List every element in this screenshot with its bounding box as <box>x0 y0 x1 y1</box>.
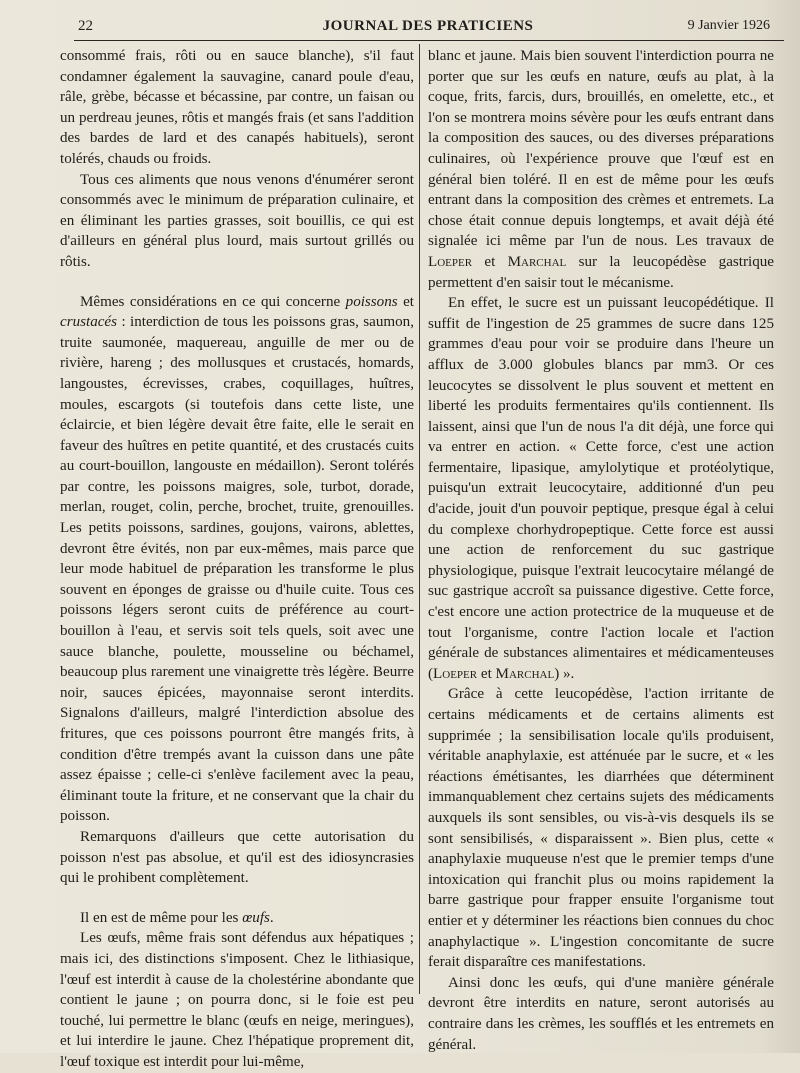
paragraph: Les œufs, même frais sont défendus aux hépatiques ; mais ici, des distinctions s'imposent. Chez le lithiasique, l'œuf est interdit à cause de la cholestérine abondante que contient le jaune ; on pourra donc, si le foie est peu touché, lui permettre le blanc (œufs en neige, meringues), et lui interdire le jaune. Chez l'hépatique proprement dit, l'œuf toxique est interdit pour lui-même, <box>60 930 414 1070</box>
header-rule <box>74 40 784 41</box>
author-name: Loeper <box>433 665 478 682</box>
paragraph: Remarquons d'ailleurs que cette autorisation du poisson n'est pas absolue, et qu'il est des idiosyncrasies qui le prohibent complètement. <box>60 828 414 887</box>
right-column <box>428 46 774 1055</box>
paragraph: En effet, le sucre est un puissant leucopédétique. Il suffit de l'ingestion de 25 grammes de sucre dans 125 grammes d'eau pour voir se produire dans l'heure un afflux de 3.000 globules blancs par mm3. Or ces leucocytes se dissolvent le plus souvent et mettent en liberté les produits fermentaires qu'ils contiennent. Ils laissent, ainsi que l'un de nous l'a dit déjà, une force qui va entrer en action. « Cette force, c'est une action fermentaire, lipasique, amylolytique et protéolytique, puisqu'un extrait leucocytaire, additionné d'un peu d'acide, jouit d'un pouvoir peptique, presque égal à celui du complexe chorhydropeptique. Cette force est aussi une action de renforcement du suc gastrique physiologique, puisque l'extrait leucocytaire mélangé de suc gastrique accroît sa puissance digestive. Cette force, c'est encore une action protectrice de la muqueuse et de tout l'organisme, contre l'action locale et l'action générale de substances alimentaires et médicamenteuses (Loeper et Marchal) ». <box>428 295 774 682</box>
paragraph: consommé frais, rôti ou en sauce blanche), s'il faut condamner également la sauvagine, canard poule d'eau, râle, grèbe, bécasse et bécassine, par contre, un faisan ou un perdreau jeunes, rôtis et mangés frais (et sans l'addition des bardes de lard et des canapés habituels), seront tolérés, chauds ou froids. <box>60 48 414 167</box>
issue-date: 9 Janvier 1926 <box>687 18 770 33</box>
page-number: 22 <box>78 18 93 34</box>
italic-term: poissons <box>345 293 398 310</box>
paragraph: Ainsi donc les œufs, qui d'une manière générale devront être interdits en nature, seront autorisés au contraire dans les crèmes, les soufflés et les entremets en général. <box>428 974 774 1053</box>
journal-title: JOURNAL DES PRATICIENS <box>322 18 534 34</box>
paragraph-eggs-intro: Il en est de même pour les œufs. <box>80 909 274 926</box>
author-name: Marchal <box>507 253 567 270</box>
left-column <box>60 46 414 1073</box>
paragraph: blanc et jaune. Mais bien souvent l'interdiction pourra ne porter que sur les œufs en nature, œufs au plat, à la coque, frits, farcis, durs, brouillés, en omelette, etc., et l'on se montrera moins sévère pour les œufs entrant dans la composition des sauces, ou des diverses préparations culinaires, où l'expérience prouve que l'œuf est en général bien toléré. Il en est de même pour les œufs entrant dans la composition des crèmes et entremets. La chose était connue depuis longtemps, et avait déjà été signalée ici même par l'un de nous. Les travaux de Loeper et Marchal sur la leucopédèse gastrique permettent d'en saisir tout le mécanisme. <box>428 48 774 291</box>
paragraph: Grâce à cette leucopédèse, l'action irritante de certains médicaments et de certains aliments est supprimée ; la sensibilisation locale qu'ils produisent, véritable anaphylaxie, est atténuée par le sucre, et « les réactions émétisantes, les diarrhées que déterminent immanquablement chez certains sujets des médicaments auxquels ils sont sensibles, ou vis-à-vis desquels ils se sont sensibilisés, « disparaissent ». Bien plus, cette « anaphylaxie muqueuse n'est que le premier temps d'une intoxication qui franchit plus ou moins rapidement la barre gastrique pour frapper ensuite l'organisme tout entier et y déterminer les réactions bien connues du choc anaphylactique ». L'ingestion concomitante de sucre ferait disparaître ces manifestations. <box>428 686 774 971</box>
italic-term: œufs <box>242 909 270 926</box>
column-divider <box>419 44 420 994</box>
paragraph-fish: Mêmes considérations en ce qui concerne poissons et crustacés : interdiction de tous les poissons gras, saumon, truite saumonée, maquereau, anguille de mer ou de rivière, hareng ; des mollusques et crustacés, homards, langoustes, écrevisses, crabes, coquillages, huîtres, moules, escargots (si toutefois dans cette liste, une éclaircie, et bien légère devait être faite, elle le serait en faveur des huîtres en petite quantité, et des crustacés cuits au court-bouillon, langouste en médaillon). Seront tolérés par contre, les poissons maigres, sole, turbot, dorade, merlan, rouget, colin, perche, brochet, truite, grenouilles. Les petits poissons, sardines, goujons, vairons, ablettes, devront être évités, non par eux-mêmes, mais parce que leur mode habituel de préparation les transforme le plus souvent en éponges de graisse ou d'huile cuite. Tous ces poissons légers seront cuits de préférence au court-bouillon à l'eau, et servis soit tels quels, soit avec une sauce blanche, poulette, mousseline ou béchamel, beaucoup plus rarement une vinaigrette très légère. Beurre noir, sauces épicées, mayonnaise seront interdits. Signalons d'ailleurs, malgré l'interdiction absolue des fritures, que ces poissons pourront être mangés frits, à condition d'être trempés avant la cuisson dans une pâte assez épaisse ; celle-ci s'enlève facilement avec la peau, éliminant toute la friture, et ne conservant que la chair du poisson. <box>60 293 414 825</box>
page-header <box>78 18 778 42</box>
italic-term: crustacés <box>60 314 118 331</box>
author-name: Marchal <box>495 665 555 682</box>
author-name: Loeper <box>428 253 473 270</box>
paragraph: Tous ces aliments que nous venons d'énumérer seront consommés avec le minimum de préparation culinaire, et en éliminant les parties grasses, soit bouillis, ce qui est d'ailleurs en général plus lourd, mais surtout grillés ou rôtis. <box>60 171 414 270</box>
